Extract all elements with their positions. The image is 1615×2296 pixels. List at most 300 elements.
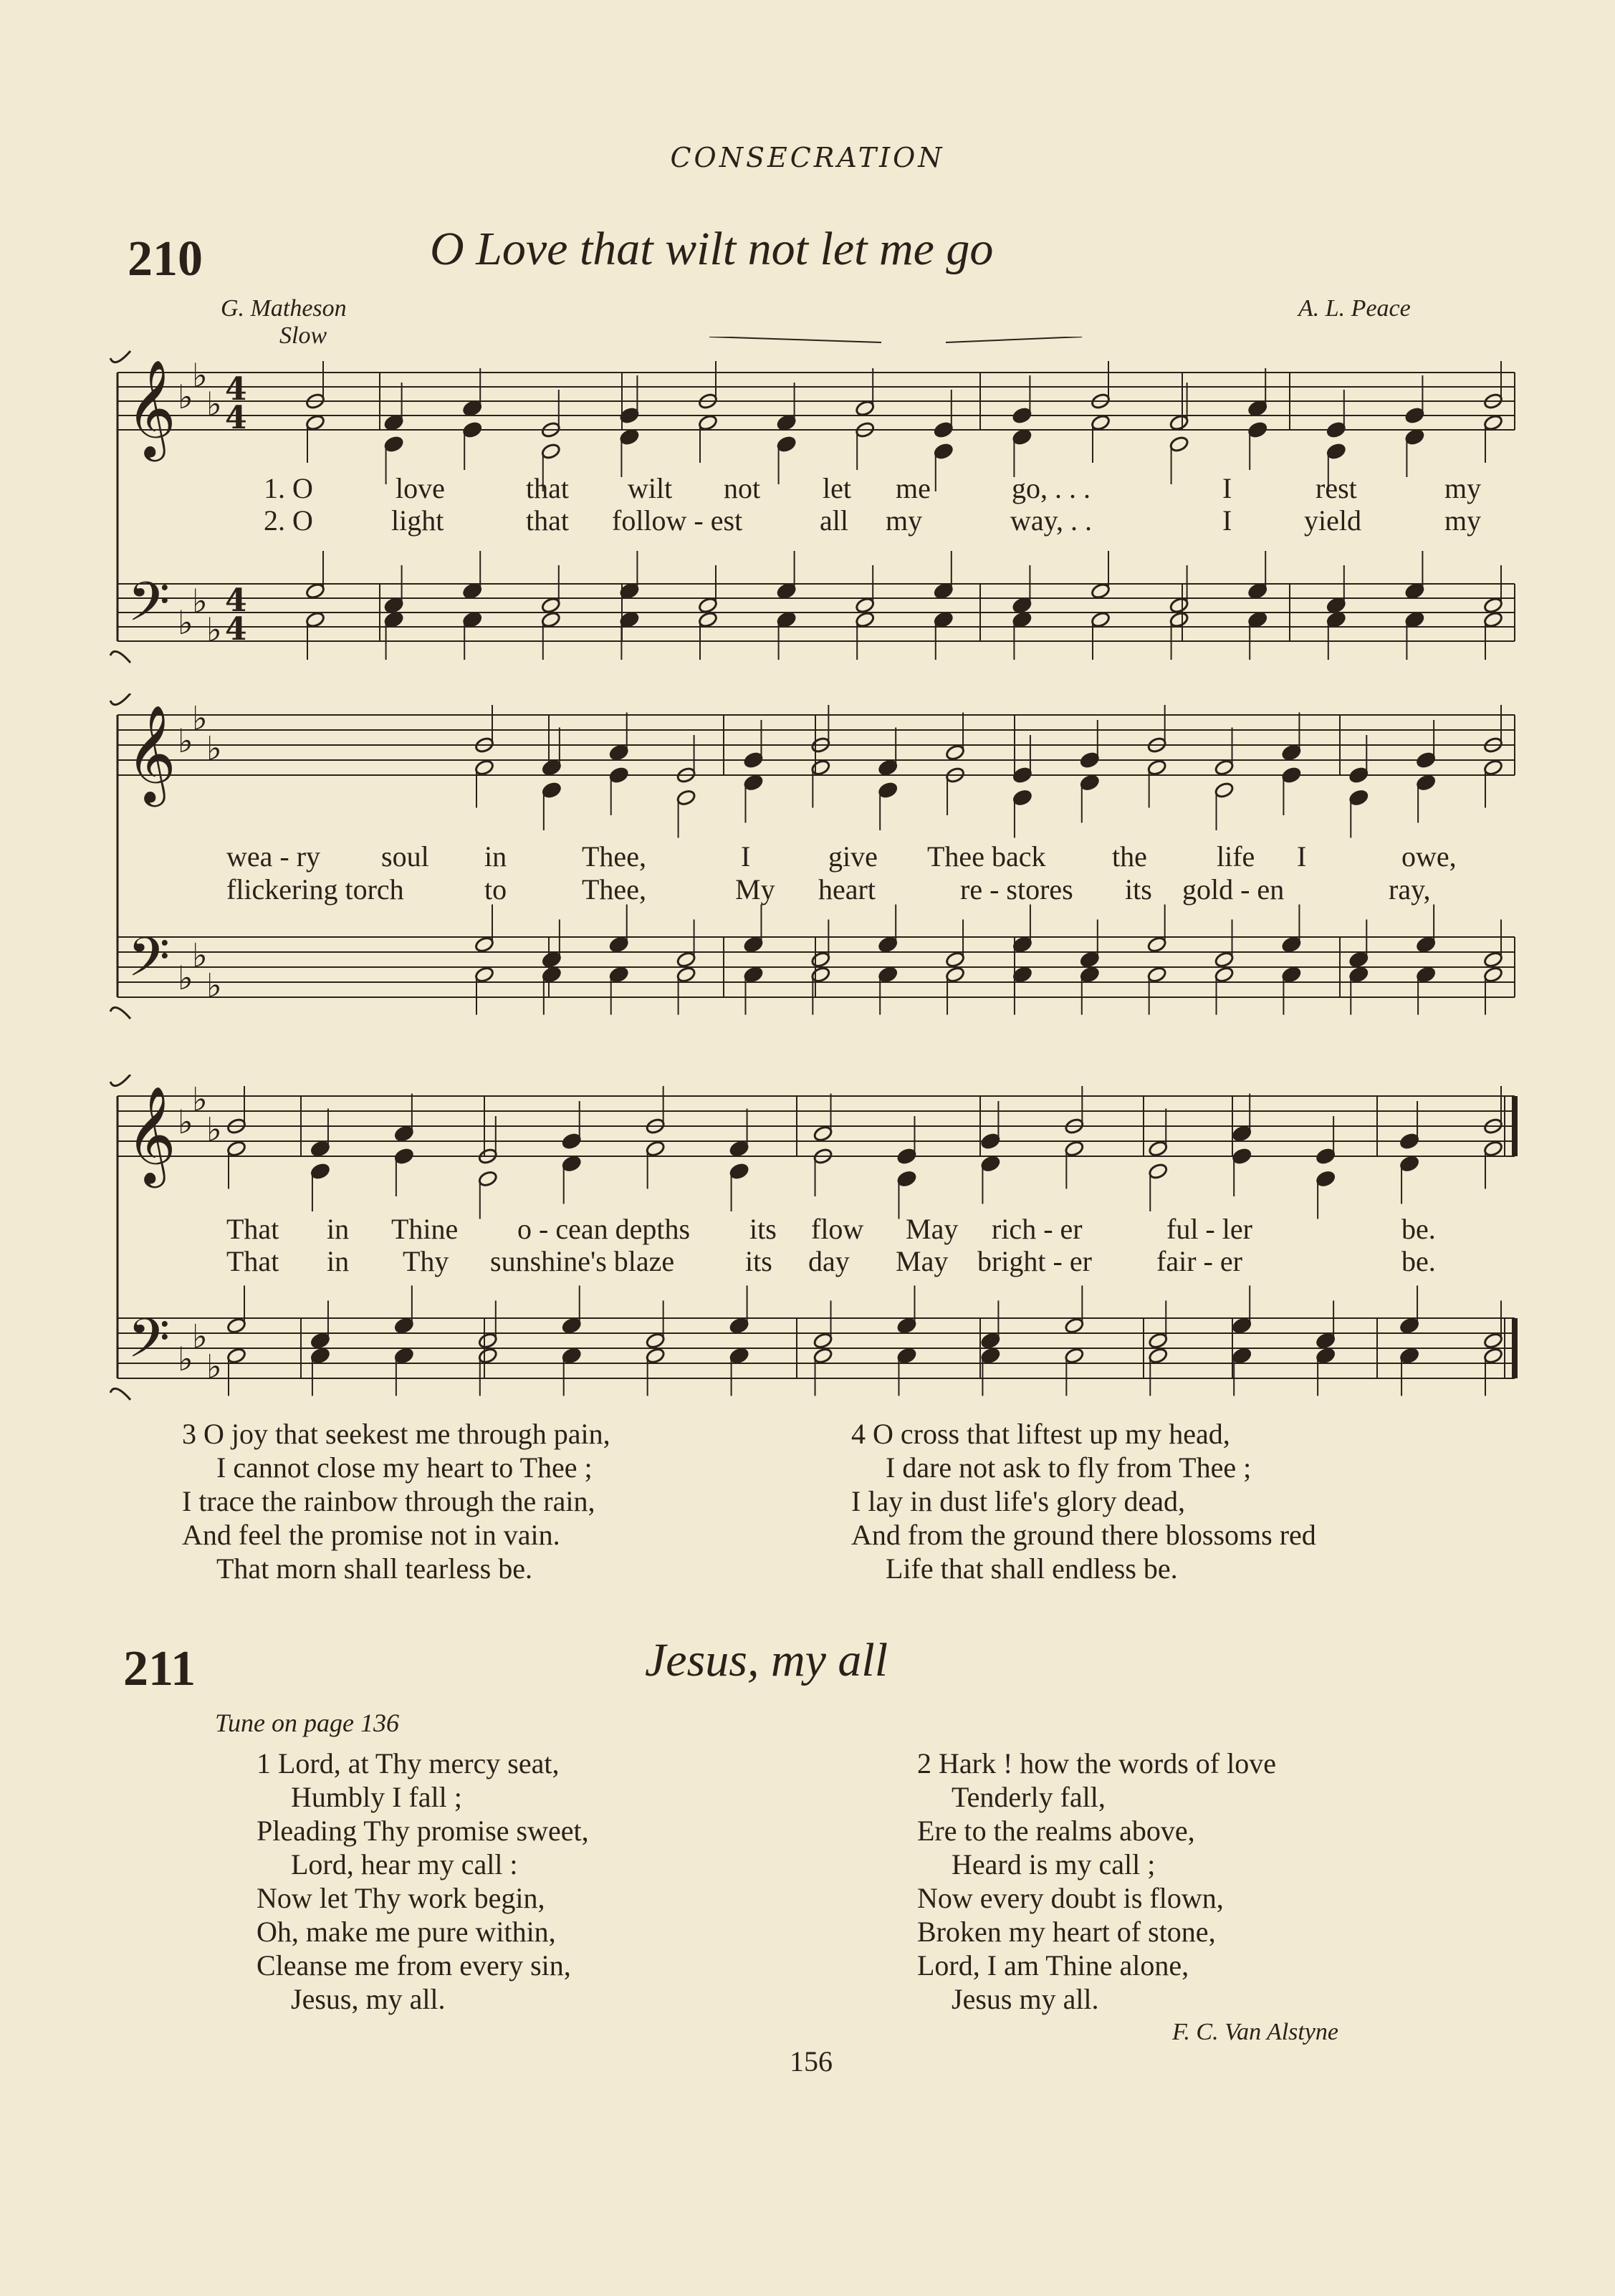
half-note <box>676 966 696 984</box>
half-note <box>1064 1347 1085 1365</box>
half-note <box>645 1140 666 1158</box>
lyric: yield <box>1304 504 1361 537</box>
quarter-note <box>776 436 797 453</box>
half-note <box>810 966 831 984</box>
half-note <box>676 789 696 807</box>
verse-line: Jesus, my all. <box>291 1983 446 2015</box>
half-note <box>541 443 562 461</box>
half-note <box>1146 936 1167 954</box>
quarter-note <box>1232 1125 1252 1143</box>
quarter-note <box>980 1347 1001 1365</box>
quarter-note <box>1080 951 1101 969</box>
half-note <box>1483 759 1504 777</box>
tempo-marking: Slow <box>279 322 327 349</box>
quarter-note <box>462 582 483 600</box>
quarter-note <box>1404 428 1425 446</box>
half-note <box>855 611 876 629</box>
flat-sign: ♭ <box>192 1080 208 1119</box>
page-number: 156 <box>790 2045 833 2078</box>
lyric: that <box>526 472 569 504</box>
lyric: I <box>1297 840 1307 873</box>
half-note <box>474 966 495 984</box>
quarter-note <box>462 421 483 439</box>
lyric: sunshine's blaze <box>490 1245 675 1277</box>
half-note <box>698 597 719 615</box>
quarter-note <box>561 1347 582 1365</box>
quarter-note <box>383 414 404 432</box>
lyric: o - cean depths <box>517 1213 691 1245</box>
verse-line: 3 O joy that seekest me through pain, <box>182 1418 610 1450</box>
quarter-note <box>1247 421 1268 439</box>
lyric: the <box>1112 840 1147 873</box>
flat-sign: ♭ <box>192 698 208 738</box>
hymn-number: 211 <box>123 1641 196 1696</box>
treble-clef: 𝄞 <box>126 1085 176 1183</box>
flat-sign: ♭ <box>206 729 222 768</box>
time-signature: 4 <box>225 371 247 408</box>
time-signature: 4 <box>225 400 247 436</box>
verse-line: Cleanse me from every sin, <box>257 1949 571 1982</box>
music-system-1 <box>0 337 1615 688</box>
half-note <box>478 1170 499 1188</box>
lyric: go, . . . <box>1012 472 1091 504</box>
verse-line: 4 O cross that liftest up my head, <box>851 1418 1230 1450</box>
quarter-note <box>1404 582 1425 600</box>
verse-line: I lay in dust life's glory dead, <box>851 1485 1185 1517</box>
quarter-note <box>776 611 797 629</box>
quarter-note <box>934 582 954 600</box>
flat-sign: ♭ <box>178 1103 193 1141</box>
quarter-note <box>743 966 764 984</box>
quarter-note <box>896 1148 917 1166</box>
flat-sign: ♭ <box>178 721 193 760</box>
staff-svg-1 <box>0 337 1615 688</box>
quarter-note <box>1281 767 1302 784</box>
quarter-note <box>896 1347 917 1365</box>
lyric: its <box>745 1245 772 1277</box>
lyric: all <box>820 504 848 537</box>
lyric: 1. O <box>264 472 313 504</box>
half-note <box>855 400 876 418</box>
flat-sign: ♭ <box>192 936 208 975</box>
quarter-note <box>980 1133 1001 1151</box>
lyric: light <box>391 504 444 537</box>
lyric: that <box>526 504 569 537</box>
flat-sign: ♭ <box>178 959 193 997</box>
half-note <box>1091 414 1111 432</box>
lyric: follow - est <box>612 504 743 537</box>
quarter-note <box>896 1317 917 1335</box>
half-note <box>1148 1163 1169 1181</box>
quarter-note <box>619 428 640 446</box>
half-note <box>226 1317 247 1335</box>
lyric: day <box>808 1245 850 1277</box>
lyric: my <box>886 504 923 537</box>
half-note <box>305 611 326 629</box>
verse-line: Heard is my call ; <box>952 1848 1156 1880</box>
quarter-note <box>729 1317 749 1335</box>
lyric: to <box>484 873 507 906</box>
time-signature: 4 <box>225 582 247 619</box>
quarter-note <box>1404 407 1425 425</box>
quarter-note <box>1012 611 1032 629</box>
half-note <box>1146 759 1167 777</box>
lyric: flow <box>811 1213 864 1245</box>
quarter-note <box>1232 1148 1252 1166</box>
lyric: Thee back <box>927 840 1046 873</box>
lyric: my <box>1444 504 1482 537</box>
lyric: ful - ler <box>1166 1213 1252 1245</box>
quarter-note <box>561 1317 582 1335</box>
half-note <box>478 1347 499 1365</box>
half-note <box>226 1140 247 1158</box>
quarter-note <box>934 611 954 629</box>
verse-line: And feel the promise not in vain. <box>182 1519 560 1551</box>
quarter-note <box>1012 428 1032 446</box>
quarter-note <box>1348 966 1369 984</box>
quarter-note <box>1404 611 1425 629</box>
half-note <box>945 966 966 984</box>
quarter-note <box>934 443 954 461</box>
quarter-note <box>1399 1347 1420 1365</box>
lyric: heart <box>818 873 876 906</box>
half-note <box>1483 1347 1504 1365</box>
half-note <box>1169 611 1189 629</box>
quarter-note <box>1348 767 1369 784</box>
quarter-note <box>1399 1133 1420 1151</box>
quarter-note <box>1416 966 1437 984</box>
verse-line: Humbly I fall ; <box>291 1781 462 1813</box>
quarter-note <box>1348 789 1369 807</box>
half-note <box>698 611 719 629</box>
lyric: bright - er <box>977 1245 1092 1277</box>
bracket-hook <box>110 1388 130 1400</box>
lyric: its <box>749 1213 777 1245</box>
quarter-note <box>878 966 898 984</box>
quarter-note <box>1399 1155 1420 1173</box>
bracket-hook <box>110 651 130 663</box>
quarter-note <box>934 421 954 439</box>
quarter-note <box>542 759 562 777</box>
hymn211-verse-1 <box>257 1747 589 2016</box>
hymn211-author: F. C. Van Alstyne <box>1172 2019 1339 2045</box>
quarter-note <box>729 1163 749 1181</box>
quarter-note <box>878 936 898 954</box>
hymn-number: 210 <box>128 231 203 287</box>
verse-line: Lord, I am Thine alone, <box>917 1949 1189 1982</box>
half-note <box>541 597 562 615</box>
quarter-note <box>608 936 629 954</box>
quarter-note <box>1399 1317 1420 1335</box>
verse-line: Jesus my all. <box>952 1983 1099 2015</box>
verse-line: Ere to the realms above, <box>917 1815 1195 1847</box>
lyric: I <box>741 840 751 873</box>
half-note <box>945 744 966 762</box>
lyric: rich - er <box>992 1213 1083 1245</box>
quarter-note <box>1416 936 1437 954</box>
quarter-note <box>1012 789 1033 807</box>
half-note <box>1214 951 1235 969</box>
quarter-note <box>542 951 562 969</box>
decrescendo-mark <box>946 337 1082 342</box>
lyric: let <box>823 472 851 504</box>
lyric: flickering torch <box>226 873 404 906</box>
quarter-note <box>1316 1170 1336 1188</box>
flat-sign: ♭ <box>192 1317 208 1356</box>
quarter-note <box>394 1125 415 1143</box>
tune-reference: Tune on page 136 <box>215 1709 399 1737</box>
hymn211-verse-2 <box>917 1747 1276 2016</box>
lyric: owe, <box>1401 840 1457 873</box>
lyric: That <box>226 1213 279 1245</box>
half-note <box>1483 966 1504 984</box>
verse-line: Now let Thy work begin, <box>257 1882 545 1914</box>
quarter-note <box>542 782 562 799</box>
quarter-note <box>1326 611 1347 629</box>
bass-clef: 𝄢 <box>128 1307 171 1383</box>
quarter-note <box>1326 443 1347 461</box>
verse-line: Life that shall endless be. <box>886 1552 1178 1585</box>
lyric: I <box>1222 504 1232 537</box>
half-note <box>1064 1317 1085 1335</box>
verse-line: Oh, make me pure within, <box>257 1916 556 1948</box>
quarter-note <box>462 611 483 629</box>
half-note <box>1483 597 1504 615</box>
half-note <box>478 1332 499 1350</box>
verse-line: I cannot close my heart to Thee ; <box>216 1451 593 1484</box>
flat-sign: ♭ <box>192 582 208 620</box>
verse-3 <box>182 1417 610 1585</box>
quarter-note <box>878 782 898 799</box>
lyric: May <box>906 1213 959 1245</box>
treble-clef: 𝄞 <box>126 358 176 457</box>
lyric: my <box>1444 472 1482 504</box>
half-note <box>676 951 696 969</box>
verse-line: Now every doubt is flown, <box>917 1882 1224 1914</box>
quarter-note <box>394 1317 415 1335</box>
quarter-note <box>1281 966 1302 984</box>
verse-line: I dare not ask to fly from Thee ; <box>886 1451 1252 1484</box>
quarter-note <box>980 1155 1001 1173</box>
lyric: Thee, <box>582 873 646 906</box>
quarter-note <box>310 1140 331 1158</box>
quarter-note <box>1012 597 1032 615</box>
half-note <box>1148 1332 1169 1350</box>
quarter-note <box>561 1133 582 1151</box>
quarter-note <box>1326 421 1347 439</box>
lyric: its <box>1125 873 1152 906</box>
quarter-note <box>1080 751 1101 769</box>
half-note <box>1483 414 1504 432</box>
lyric: ray, <box>1389 873 1431 906</box>
half-note <box>1169 436 1189 453</box>
lyric: That <box>226 1245 279 1277</box>
half-note <box>1483 951 1504 969</box>
quarter-note <box>1348 951 1369 969</box>
quarter-note <box>729 1140 749 1158</box>
lyric: rest <box>1316 472 1357 504</box>
flat-sign: ♭ <box>178 1340 193 1378</box>
verse-line: Pleading Thy promise sweet, <box>257 1815 589 1847</box>
quarter-note <box>462 400 483 418</box>
half-note <box>305 582 326 600</box>
half-note <box>1091 582 1111 600</box>
quarter-note <box>608 767 629 784</box>
time-signature: 4 <box>225 611 247 648</box>
half-note <box>698 414 719 432</box>
lyric: I <box>1222 472 1232 504</box>
lyric: My <box>735 873 775 906</box>
half-note <box>645 1332 666 1350</box>
half-note <box>1483 1332 1504 1350</box>
quarter-note <box>394 1148 415 1166</box>
half-note <box>474 936 495 954</box>
half-note <box>1064 1140 1085 1158</box>
bracket-hook <box>110 1007 130 1019</box>
quarter-note <box>1281 744 1302 762</box>
treble-clef: 𝄞 <box>126 703 176 802</box>
verse-line: Lord, hear my call : <box>291 1848 518 1880</box>
lyric: in <box>327 1213 350 1245</box>
quarter-note <box>542 966 562 984</box>
lyric: gold - en <box>1182 873 1285 906</box>
half-note <box>855 597 876 615</box>
quarter-note <box>729 1347 749 1365</box>
lyric: wilt <box>628 472 673 504</box>
verse-line: And from the ground there blossoms red <box>851 1519 1316 1551</box>
half-note <box>1091 611 1111 629</box>
quarter-note <box>310 1163 331 1181</box>
quarter-note <box>1281 936 1302 954</box>
quarter-note <box>743 751 764 769</box>
lyric: Thine <box>391 1213 459 1245</box>
lyric: 2. O <box>264 504 313 537</box>
quarter-note <box>1416 751 1437 769</box>
quarter-note <box>776 582 797 600</box>
quarter-note <box>383 597 404 615</box>
verse-4 <box>851 1417 1316 1585</box>
bass-clef: 𝄢 <box>128 926 171 1002</box>
quarter-note <box>383 436 404 453</box>
crescendo-mark <box>709 337 881 342</box>
lyric: give <box>828 840 878 873</box>
quarter-note <box>310 1347 331 1365</box>
half-note <box>645 1347 666 1365</box>
lyric: not <box>724 472 761 504</box>
verse-line: I trace the rainbow through the rain, <box>182 1485 595 1517</box>
lyric: me <box>896 472 931 504</box>
half-note <box>813 1347 833 1365</box>
lyric: Thy <box>403 1245 449 1277</box>
quarter-note <box>743 774 764 792</box>
flat-sign: ♭ <box>178 378 193 416</box>
half-note <box>1148 1347 1169 1365</box>
quarter-note <box>1232 1317 1252 1335</box>
hymn-title: O Love that wilt not let me go <box>430 223 994 275</box>
quarter-note <box>1326 597 1347 615</box>
hymn-title: Jesus, my all <box>645 1634 888 1686</box>
quarter-note <box>561 1155 582 1173</box>
half-note <box>1169 414 1189 432</box>
lyric: fair - er <box>1156 1245 1242 1277</box>
half-note <box>945 951 966 969</box>
half-note <box>541 611 562 629</box>
verse-line: That morn shall tearless be. <box>216 1552 532 1585</box>
lyric: love <box>396 472 445 504</box>
half-note <box>1169 597 1189 615</box>
half-note <box>474 759 495 777</box>
hymn-composer: A. L. Peace <box>1298 295 1411 322</box>
lyric: life <box>1217 840 1255 873</box>
half-note <box>1483 611 1504 629</box>
quarter-note <box>1416 774 1437 792</box>
quarter-note <box>1012 407 1032 425</box>
half-note <box>810 951 831 969</box>
flat-sign: ♭ <box>206 385 222 423</box>
half-note <box>1146 966 1167 984</box>
flat-sign: ♭ <box>206 610 222 649</box>
quarter-note <box>608 966 629 984</box>
half-note <box>1214 759 1235 777</box>
lyric: May <box>896 1245 949 1277</box>
half-note <box>810 759 831 777</box>
verse-line: Tenderly fall, <box>952 1781 1106 1813</box>
flat-sign: ♭ <box>206 1110 222 1149</box>
half-note <box>813 1332 833 1350</box>
section-header: CONSECRATION <box>670 142 945 173</box>
flat-sign: ♭ <box>192 356 208 395</box>
hymn-author: G. Matheson <box>221 295 347 322</box>
half-note <box>1214 966 1235 984</box>
flat-sign: ♭ <box>206 966 222 1005</box>
flat-sign: ♭ <box>178 603 193 642</box>
lyric: soul <box>381 840 429 873</box>
quarter-note <box>1247 582 1268 600</box>
half-note <box>1483 1140 1504 1158</box>
lyric: way, . . <box>1010 504 1093 537</box>
quarter-note <box>1080 966 1101 984</box>
quarter-note <box>1316 1148 1336 1166</box>
quarter-note <box>394 1347 415 1365</box>
lyric: wea - ry <box>226 840 321 873</box>
quarter-note <box>1080 774 1101 792</box>
bass-clef: 𝄢 <box>128 570 171 647</box>
quarter-note <box>878 759 898 777</box>
quarter-note <box>1247 611 1268 629</box>
lyric: Thee, <box>582 840 646 873</box>
verse-line: Broken my heart of stone, <box>917 1916 1216 1948</box>
lyric: be. <box>1401 1245 1436 1277</box>
quarter-note <box>608 744 629 762</box>
half-note <box>226 1347 247 1365</box>
quarter-note <box>383 611 404 629</box>
lyric: in <box>327 1245 350 1277</box>
quarter-note <box>743 936 764 954</box>
verse-line: 1 Lord, at Thy mercy seat, <box>257 1747 560 1779</box>
half-note <box>1214 782 1235 799</box>
lyric: be. <box>1401 1213 1436 1245</box>
quarter-note <box>1316 1332 1336 1350</box>
quarter-note <box>1232 1347 1252 1365</box>
quarter-note <box>1316 1347 1336 1365</box>
verse-line: 2 Hark ! how the words of love <box>917 1747 1276 1779</box>
quarter-note <box>1247 400 1268 418</box>
flat-sign: ♭ <box>206 1347 222 1386</box>
half-note <box>305 414 326 432</box>
quarter-note <box>980 1332 1001 1350</box>
half-note <box>1148 1140 1169 1158</box>
quarter-note <box>310 1332 331 1350</box>
